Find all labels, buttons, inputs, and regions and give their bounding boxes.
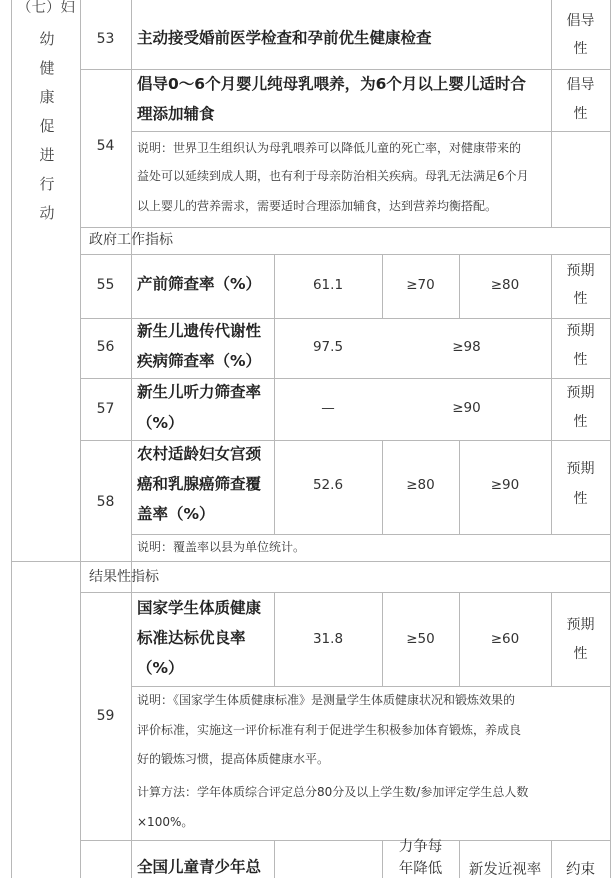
target-2030: 新发近视率 [468, 862, 542, 878]
target-2030: ≥90 [490, 477, 520, 493]
indicator-attribute: 预期 [566, 385, 595, 401]
target-2022: ≥80 [406, 477, 435, 493]
indicator-name: 新生儿听力筛查率 [137, 383, 262, 401]
indicator-name: 农村适龄妇女宫颈 [137, 445, 262, 463]
indicator-name: 产前筛查率（%） [137, 275, 262, 293]
domain-label-char: 康 [39, 88, 55, 106]
target-2030: ≥60 [490, 631, 520, 647]
row-number: 56 [96, 339, 115, 355]
target-value: ≥98 [452, 339, 481, 355]
indicator-note: 评价标准，实施这一评价标准有利于促进学生积极参加体育锻炼，养成良 [137, 723, 522, 737]
indicator-name: 倡导0～6个月婴儿纯母乳喂养，为6个月以上婴儿适时合 [137, 75, 526, 93]
indicator-note: 好的锻炼习惯，提高体质健康水平。 [137, 752, 330, 766]
indicator-name: 标准达标优良率 [137, 629, 246, 647]
domain-label-char: 进 [39, 146, 55, 164]
indicator-attribute: 性 [573, 414, 588, 430]
indicator-note: 说明：《国家学生体质健康标准》是测量学生体质健康状况和锻炼效果的 [137, 693, 516, 707]
indicator-note: 说明：世界卫生组织认为母乳喂养可以降低儿童的死亡率，对健康带来的 [137, 141, 522, 155]
indicator-attribute: 性 [573, 291, 588, 307]
indicator-attribute: 性 [573, 352, 588, 368]
indicator-attribute: 预期 [566, 461, 595, 477]
section-header: 政府工作指标 [89, 232, 173, 248]
target-2022: ≥70 [406, 277, 435, 293]
domain-label-char: 幼 [39, 30, 55, 48]
indicator-name: 主动接受婚前医学检查和孕前优生健康检查 [137, 29, 432, 47]
indicator-note: 说明：覆盖率以县为单位统计。 [137, 540, 306, 554]
domain-label-char: 动 [39, 204, 55, 222]
indicator-attribute: 倡导 [566, 13, 595, 29]
calculation-method: 计算方法：学年体质综合评定总分80分及以上学生数/参加评定学生总人数 [137, 785, 529, 799]
domain-label-line: （七）妇 [17, 0, 75, 16]
indicator-name: 全国儿童青少年总 [137, 858, 262, 876]
section-header: 结果性指标 [89, 569, 159, 585]
baseline-value: 31.8 [312, 631, 344, 647]
row-number: 55 [96, 277, 115, 293]
domain-label-char: 健 [39, 59, 55, 77]
indicator-name: 癌和乳腺癌筛查覆 [137, 475, 262, 493]
target-2022: 年降低 [398, 861, 443, 877]
row-number: 58 [96, 494, 115, 510]
indicator-attribute: 性 [573, 646, 588, 662]
indicator-attribute: 预期 [566, 263, 595, 279]
row-number: 59 [96, 708, 115, 724]
indicator-attribute: 预期 [566, 323, 595, 339]
target-2022: ≥50 [406, 631, 435, 647]
indicator-name: 疾病筛查率（%） [137, 352, 262, 370]
calculation-method: ×100%。 [137, 815, 194, 829]
target-2030: ≥80 [490, 277, 520, 293]
indicator-attribute: 约束 [566, 862, 595, 878]
indicator-attribute: 性 [573, 491, 588, 507]
indicator-attribute: 性 [573, 106, 588, 122]
indicator-attribute: 性 [573, 41, 588, 57]
indicator-name: 国家学生体质健康 [137, 599, 262, 617]
indicator-attribute: 倡导 [566, 77, 595, 93]
indicator-name: 盖率（%） [137, 505, 215, 523]
row-number: 57 [96, 401, 115, 417]
target-2022: 力争每 [398, 839, 443, 855]
indicator-attribute: 预期 [566, 617, 595, 633]
baseline-value: 52.6 [312, 477, 344, 493]
indicator-note: 益处可以延续到成人期，也有利于母亲防治相关疾病。母乳无法满足6个月 [137, 169, 529, 183]
baseline-value: 61.1 [312, 277, 344, 293]
baseline-value: 97.5 [312, 339, 344, 355]
row-number: 54 [96, 138, 115, 154]
row-number: 53 [96, 31, 115, 47]
indicator-name: 理添加辅食 [137, 105, 215, 123]
target-value: ≥90 [452, 400, 481, 416]
indicator-note: 以上婴儿的营养需求，需要适时合理添加辅食，达到营养均衡搭配。 [137, 199, 498, 213]
domain-label-char: 行 [39, 175, 55, 193]
indicator-name: （%） [137, 659, 184, 677]
baseline-value: — [321, 400, 335, 416]
indicator-name: 新生儿遗传代谢性 [137, 322, 262, 340]
indicator-name: （%） [137, 414, 184, 432]
domain-label-char: 促 [39, 117, 55, 135]
